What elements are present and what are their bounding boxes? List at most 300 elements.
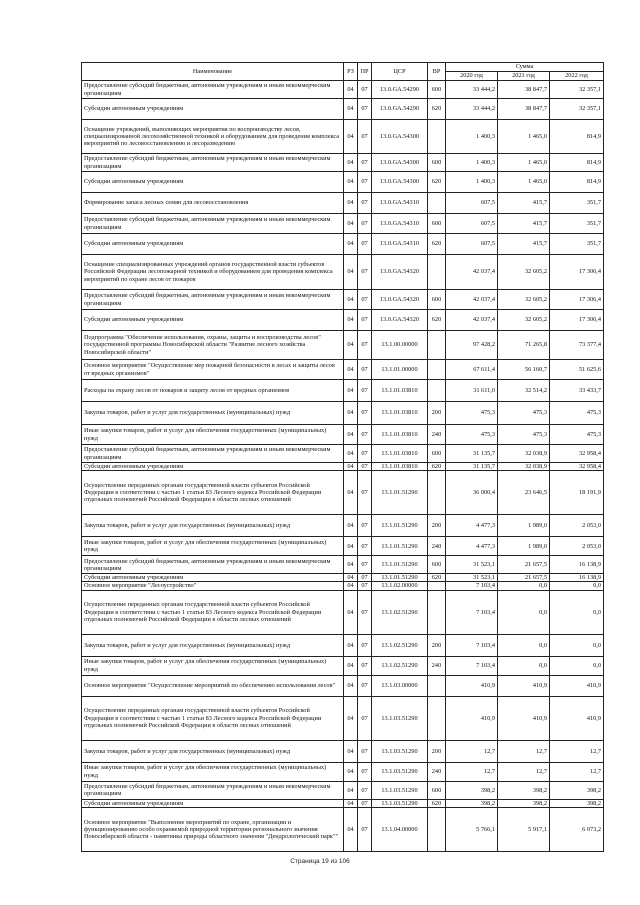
row-vr-cell: 240 [428, 537, 446, 556]
row-csr-cell: 13.1.01.03810 [372, 463, 428, 471]
table-row [82, 255, 604, 290]
table-row [82, 675, 604, 696]
row-name-cell: Осуществление переданных органам государственной власти субъектов Российской Федерации в соответствии с частью 1 статьи 83 Лесного кодекса Российской Федерации отдельных полномочий Российской Федерации в области лесных отношений [82, 696, 344, 740]
row-vr-cell [428, 360, 446, 380]
table-row [82, 590, 604, 634]
row-name-cell: Осуществление переданных органам государственной власти субъектов Российской Федерации в соответствии с частью 1 статьи 83 Лесного кодекса Российской Федерации отдельных полномочий Российской Федерации в области лесных отношений [82, 590, 344, 634]
row-vr-cell: 240 [428, 425, 446, 445]
row-pr-cell: 07 [358, 807, 372, 851]
row-rz-cell: 04 [344, 402, 358, 425]
row-rz-cell: 04 [344, 675, 358, 696]
table-row [82, 556, 604, 574]
table-row [82, 120, 604, 154]
table-row [82, 781, 604, 799]
table-row [82, 463, 604, 471]
table-row [82, 425, 604, 445]
row-pr-cell: 07 [358, 193, 372, 214]
row-rz-cell: 04 [344, 120, 358, 154]
row-rz-cell: 04 [344, 781, 358, 799]
row-pr-cell: 07 [358, 310, 372, 331]
table-row [82, 360, 604, 380]
row-csr-cell: 13.1.02.51290 [372, 634, 428, 656]
row-name-cell: Закупка товаров, работ и услуг для государственных (муниципальных) нужд [82, 634, 344, 656]
table-row [82, 290, 604, 310]
table-body [82, 81, 604, 852]
row-vr-cell: 620 [428, 310, 446, 331]
row-rz-cell: 04 [344, 590, 358, 634]
row-pr-cell: 07 [358, 172, 372, 193]
row-sum-2021-cell: 71 265,8 [498, 331, 550, 360]
col-header-2022: 2022 год [550, 72, 604, 81]
row-pr-cell: 07 [358, 255, 372, 290]
row-rz-cell: 04 [344, 582, 358, 590]
row-sum-2021-cell: 32 038,9 [498, 463, 550, 471]
row-csr-cell: 13.1.02.51290 [372, 590, 428, 634]
row-sum-2022-cell: 6 073,2 [550, 807, 604, 851]
row-name-cell: Формирование запаса лесных семян для лесовосстановления [82, 193, 344, 214]
row-name-cell: Оснащение специализированных учреждений органов государственной власти субъектов Российской Федерации лесопожарной техникой и оборудованием для проведения комплекса мероприятий по охране лесов от пожаров [82, 255, 344, 290]
row-sum-2022-cell: 814,9 [550, 172, 604, 193]
row-name-cell: Субсидии автономным учреждениям [82, 574, 344, 582]
row-sum-2022-cell: 398,2 [550, 799, 604, 807]
row-rz-cell: 04 [344, 214, 358, 234]
row-sum-2022-cell: 32 357,1 [550, 81, 604, 99]
row-csr-cell: 13.1.01.03810 [372, 402, 428, 425]
row-csr-cell: 13.1.01.51290 [372, 471, 428, 515]
row-sum-2020-cell: 7 103,4 [446, 656, 498, 675]
row-name-cell: Основное мероприятие "Лесоустройство" [82, 582, 344, 590]
row-vr-cell [428, 471, 446, 515]
table-row [82, 310, 604, 331]
row-vr-cell [428, 380, 446, 402]
row-pr-cell: 07 [358, 634, 372, 656]
row-pr-cell: 07 [358, 99, 372, 120]
row-csr-cell: 13.1.03.51290 [372, 740, 428, 762]
row-csr-cell: 13.0.GA.54310 [372, 234, 428, 255]
row-rz-cell: 04 [344, 99, 358, 120]
table-row [82, 740, 604, 762]
row-sum-2021-cell: 0,0 [498, 590, 550, 634]
row-sum-2021-cell: 32 038,9 [498, 445, 550, 463]
row-vr-cell: 600 [428, 214, 446, 234]
row-sum-2021-cell: 410,9 [498, 696, 550, 740]
row-vr-cell: 200 [428, 402, 446, 425]
row-name-cell: Предоставление субсидий бюджетным, автономным учреждениям и иным некоммерческим организациям [82, 781, 344, 799]
row-pr-cell: 07 [358, 515, 372, 537]
row-sum-2021-cell: 475,3 [498, 425, 550, 445]
row-rz-cell: 04 [344, 762, 358, 781]
row-pr-cell: 07 [358, 537, 372, 556]
row-sum-2021-cell: 0,0 [498, 656, 550, 675]
row-csr-cell: 13.0.GA.54320 [372, 310, 428, 331]
row-sum-2022-cell: 0,0 [550, 634, 604, 656]
row-csr-cell: 13.0.GA.54310 [372, 214, 428, 234]
row-name-cell: Основное мероприятие "Осуществление мер пожарной безопасности в лесах и защиты лесов от вредных организмов" [82, 360, 344, 380]
row-csr-cell: 13.1.03.00000 [372, 675, 428, 696]
table-row [82, 445, 604, 463]
row-rz-cell: 04 [344, 556, 358, 574]
row-csr-cell: 13.1.00.00000 [372, 331, 428, 360]
row-rz-cell: 04 [344, 656, 358, 675]
row-sum-2020-cell: 607,5 [446, 193, 498, 214]
row-sum-2022-cell: 814,9 [550, 154, 604, 172]
row-sum-2022-cell: 18 191,9 [550, 471, 604, 515]
row-sum-2020-cell: 1 400,3 [446, 120, 498, 154]
row-name-cell: Предоставление субсидий бюджетным, автономным учреждениям и иным некоммерческим организациям [82, 445, 344, 463]
col-header-name: Наименование [82, 63, 344, 81]
row-name-cell: Осуществление переданных органам государственной власти субъектов Российской Федерации в соответствии с частью 1 статьи 83 Лесного кодекса Российской Федерации отдельных полномочий Российской Федерации в области лесных отношений [82, 471, 344, 515]
row-name-cell: Субсидии автономным учреждениям [82, 234, 344, 255]
row-rz-cell: 04 [344, 807, 358, 851]
row-csr-cell: 13.1.03.51290 [372, 781, 428, 799]
row-csr-cell: 13.1.01.00000 [372, 360, 428, 380]
row-sum-2020-cell: 5 766,1 [446, 807, 498, 851]
table-row [82, 234, 604, 255]
row-sum-2022-cell: 398,2 [550, 781, 604, 799]
row-sum-2022-cell: 814,9 [550, 120, 604, 154]
row-name-cell: Иные закупки товаров, работ и услуг для обеспечения государственных (муниципальных) нужд [82, 762, 344, 781]
row-sum-2020-cell: 31 523,1 [446, 556, 498, 574]
table-row [82, 154, 604, 172]
row-sum-2020-cell: 67 611,4 [446, 360, 498, 380]
row-sum-2022-cell: 51 625,6 [550, 360, 604, 380]
row-pr-cell: 07 [358, 675, 372, 696]
row-sum-2022-cell: 17 306,4 [550, 255, 604, 290]
row-pr-cell: 07 [358, 425, 372, 445]
table-row [82, 537, 604, 556]
row-csr-cell: 13.1.01.51290 [372, 537, 428, 556]
row-sum-2020-cell: 410,9 [446, 675, 498, 696]
row-sum-2021-cell: 1 989,0 [498, 515, 550, 537]
row-sum-2022-cell: 0,0 [550, 656, 604, 675]
row-sum-2020-cell: 7 103,4 [446, 590, 498, 634]
table-row [82, 582, 604, 590]
budget-table [81, 62, 604, 852]
row-sum-2021-cell: 32 514,2 [498, 380, 550, 402]
row-rz-cell: 04 [344, 740, 358, 762]
row-name-cell: Расходы на охрану лесов от пожаров и защиту лесов от вредных организмов [82, 380, 344, 402]
row-sum-2021-cell: 23 646,5 [498, 471, 550, 515]
table-row [82, 799, 604, 807]
row-vr-cell: 620 [428, 463, 446, 471]
col-header-2021: 2021 год [498, 72, 550, 81]
row-name-cell: Иные закупки товаров, работ и услуг для обеспечения государственных (муниципальных) нужд [82, 537, 344, 556]
row-vr-cell [428, 193, 446, 214]
row-sum-2022-cell: 351,7 [550, 193, 604, 214]
row-sum-2021-cell: 410,9 [498, 675, 550, 696]
row-pr-cell: 07 [358, 556, 372, 574]
row-rz-cell: 04 [344, 574, 358, 582]
row-sum-2021-cell: 0,0 [498, 634, 550, 656]
row-sum-2020-cell: 33 444,2 [446, 99, 498, 120]
row-sum-2021-cell: 32 605,2 [498, 310, 550, 331]
row-name-cell: Основное мероприятие "Осуществление мероприятий по обеспечению использования лесов" [82, 675, 344, 696]
row-vr-cell [428, 120, 446, 154]
row-pr-cell: 07 [358, 234, 372, 255]
row-sum-2021-cell: 415,7 [498, 193, 550, 214]
row-name-cell: Предоставление субсидий бюджетным, автономным учреждениям и иным некоммерческим организациям [82, 154, 344, 172]
row-name-cell: Закупка товаров, работ и услуг для государственных (муниципальных) нужд [82, 402, 344, 425]
row-csr-cell: 13.0.GA.54320 [372, 255, 428, 290]
row-csr-cell: 13.1.04.00000 [372, 807, 428, 851]
row-sum-2020-cell: 4 477,3 [446, 515, 498, 537]
row-sum-2022-cell: 33 433,7 [550, 380, 604, 402]
row-csr-cell: 13.1.01.03810 [372, 380, 428, 402]
row-rz-cell: 04 [344, 360, 358, 380]
row-rz-cell: 04 [344, 445, 358, 463]
row-sum-2020-cell: 1 400,3 [446, 172, 498, 193]
row-sum-2020-cell: 7 103,4 [446, 582, 498, 590]
row-sum-2022-cell: 32 958,4 [550, 463, 604, 471]
row-sum-2020-cell: 31 523,1 [446, 574, 498, 582]
row-vr-cell: 600 [428, 81, 446, 99]
row-sum-2022-cell: 16 138,9 [550, 574, 604, 582]
row-sum-2022-cell: 410,9 [550, 696, 604, 740]
row-sum-2022-cell: 12,7 [550, 762, 604, 781]
row-rz-cell: 04 [344, 471, 358, 515]
row-csr-cell: 13.1.01.51290 [372, 574, 428, 582]
row-sum-2020-cell: 97 428,2 [446, 331, 498, 360]
row-sum-2022-cell: 351,7 [550, 234, 604, 255]
row-pr-cell: 07 [358, 154, 372, 172]
row-sum-2020-cell: 33 444,2 [446, 81, 498, 99]
row-pr-cell: 07 [358, 471, 372, 515]
row-pr-cell: 07 [358, 402, 372, 425]
row-sum-2021-cell: 38 847,7 [498, 81, 550, 99]
row-pr-cell: 07 [358, 590, 372, 634]
table-row [82, 331, 604, 360]
row-sum-2022-cell: 475,3 [550, 402, 604, 425]
row-vr-cell: 620 [428, 172, 446, 193]
row-rz-cell: 04 [344, 172, 358, 193]
row-sum-2020-cell: 42 037,4 [446, 290, 498, 310]
row-sum-2020-cell: 475,3 [446, 425, 498, 445]
row-sum-2021-cell: 415,7 [498, 234, 550, 255]
row-sum-2021-cell: 398,2 [498, 781, 550, 799]
table-row [82, 634, 604, 656]
table-row [82, 515, 604, 537]
row-sum-2022-cell: 32 357,1 [550, 99, 604, 120]
row-vr-cell: 200 [428, 515, 446, 537]
row-sum-2022-cell: 410,9 [550, 675, 604, 696]
row-sum-2021-cell: 56 160,7 [498, 360, 550, 380]
row-csr-cell: 13.1.01.51290 [372, 515, 428, 537]
row-csr-cell: 13.0.GA.54290 [372, 81, 428, 99]
table-row [82, 696, 604, 740]
row-csr-cell: 13.1.02.51290 [372, 656, 428, 675]
row-sum-2020-cell: 42 037,4 [446, 310, 498, 331]
row-sum-2020-cell: 475,3 [446, 402, 498, 425]
row-rz-cell: 04 [344, 380, 358, 402]
row-sum-2022-cell: 2 053,0 [550, 515, 604, 537]
row-sum-2021-cell: 1 465,0 [498, 120, 550, 154]
row-pr-cell: 07 [358, 463, 372, 471]
row-sum-2021-cell: 21 657,5 [498, 556, 550, 574]
row-pr-cell: 07 [358, 120, 372, 154]
page-number: Страница 19 из 106 [290, 858, 350, 865]
row-rz-cell: 04 [344, 81, 358, 99]
row-rz-cell: 04 [344, 255, 358, 290]
row-vr-cell: 200 [428, 634, 446, 656]
row-sum-2022-cell: 17 306,4 [550, 310, 604, 331]
row-name-cell: Субсидии автономным учреждениям [82, 310, 344, 331]
row-csr-cell: 13.1.02.00000 [372, 582, 428, 590]
row-pr-cell: 07 [358, 799, 372, 807]
row-sum-2020-cell: 398,2 [446, 781, 498, 799]
row-pr-cell: 07 [358, 740, 372, 762]
table-row [82, 81, 604, 99]
row-name-cell: Закупка товаров, работ и услуг для государственных (муниципальных) нужд [82, 515, 344, 537]
row-csr-cell: 13.0.GA.54300 [372, 172, 428, 193]
row-sum-2020-cell: 1 400,3 [446, 154, 498, 172]
row-sum-2021-cell: 1 465,0 [498, 172, 550, 193]
row-sum-2021-cell: 32 605,2 [498, 255, 550, 290]
row-pr-cell: 07 [358, 656, 372, 675]
row-sum-2020-cell: 31 135,7 [446, 463, 498, 471]
row-pr-cell: 07 [358, 696, 372, 740]
row-csr-cell: 13.0.GA.54290 [372, 99, 428, 120]
row-sum-2021-cell: 1 989,0 [498, 537, 550, 556]
table-row [82, 193, 604, 214]
row-sum-2020-cell: 607,5 [446, 234, 498, 255]
col-header-rz: РЗ [344, 63, 358, 81]
row-name-cell: Оснащение учреждений, выполняющих мероприятия по воспроизводству лесов, специализированной лесохозяйственной техникой и оборудованием для проведения комплекса мероприятий по лесовосстановлению и лесоразведению [82, 120, 344, 154]
row-vr-cell [428, 255, 446, 290]
row-name-cell: Субсидии автономным учреждениям [82, 463, 344, 471]
row-pr-cell: 07 [358, 290, 372, 310]
row-name-cell: Предоставление субсидий бюджетным, автономным учреждениям и иным некоммерческим организациям [82, 81, 344, 99]
row-pr-cell: 07 [358, 574, 372, 582]
row-vr-cell: 620 [428, 99, 446, 120]
row-name-cell: Субсидии автономным учреждениям [82, 99, 344, 120]
row-sum-2021-cell: 398,2 [498, 799, 550, 807]
table-row [82, 807, 604, 851]
row-sum-2021-cell: 38 847,7 [498, 99, 550, 120]
table-row [82, 214, 604, 234]
row-pr-cell: 07 [358, 445, 372, 463]
row-name-cell: Предоставление субсидий бюджетным, автономным учреждениям и иным некоммерческим организациям [82, 290, 344, 310]
row-name-cell: Субсидии автономным учреждениям [82, 172, 344, 193]
row-vr-cell [428, 675, 446, 696]
col-header-csr: ЦСР [372, 63, 428, 81]
row-sum-2022-cell: 73 377,4 [550, 331, 604, 360]
row-sum-2020-cell: 31 135,7 [446, 445, 498, 463]
row-sum-2021-cell: 475,3 [498, 402, 550, 425]
row-csr-cell: 13.0.GA.54320 [372, 290, 428, 310]
row-csr-cell: 13.1.03.51290 [372, 799, 428, 807]
row-csr-cell: 13.1.01.51290 [372, 556, 428, 574]
row-vr-cell [428, 582, 446, 590]
row-sum-2022-cell: 475,3 [550, 425, 604, 445]
col-header-2020: 2020 год [446, 72, 498, 81]
table-row [82, 762, 604, 781]
row-sum-2020-cell: 398,2 [446, 799, 498, 807]
table-row [82, 574, 604, 582]
row-pr-cell: 07 [358, 762, 372, 781]
row-vr-cell: 620 [428, 574, 446, 582]
row-name-cell: Предоставление субсидий бюджетным, автономным учреждениям и иным некоммерческим организациям [82, 214, 344, 234]
row-vr-cell [428, 807, 446, 851]
row-rz-cell: 04 [344, 799, 358, 807]
budget-table-container [81, 62, 603, 852]
row-sum-2020-cell: 7 103,4 [446, 634, 498, 656]
row-sum-2022-cell: 2 053,0 [550, 537, 604, 556]
row-pr-cell: 07 [358, 331, 372, 360]
row-csr-cell: 13.1.03.51290 [372, 762, 428, 781]
row-vr-cell: 600 [428, 781, 446, 799]
row-sum-2022-cell: 12,7 [550, 740, 604, 762]
row-sum-2020-cell: 12,7 [446, 762, 498, 781]
row-sum-2022-cell: 17 306,4 [550, 290, 604, 310]
row-name-cell: Предоставление субсидий бюджетным, автономным учреждениям и иным некоммерческим организациям [82, 556, 344, 574]
row-rz-cell: 04 [344, 331, 358, 360]
row-csr-cell: 13.0.GA.54300 [372, 154, 428, 172]
row-sum-2020-cell: 4 477,3 [446, 537, 498, 556]
row-vr-cell: 240 [428, 656, 446, 675]
table-row [82, 471, 604, 515]
table-row [82, 656, 604, 675]
row-rz-cell: 04 [344, 634, 358, 656]
row-rz-cell: 04 [344, 290, 358, 310]
row-name-cell: Закупка товаров, работ и услуг для государственных (муниципальных) нужд [82, 740, 344, 762]
row-pr-cell: 07 [358, 360, 372, 380]
row-rz-cell: 04 [344, 193, 358, 214]
row-vr-cell: 600 [428, 445, 446, 463]
row-sum-2021-cell: 21 657,5 [498, 574, 550, 582]
row-rz-cell: 04 [344, 154, 358, 172]
row-sum-2020-cell: 31 611,0 [446, 380, 498, 402]
row-sum-2022-cell: 0,0 [550, 590, 604, 634]
row-sum-2021-cell: 12,7 [498, 762, 550, 781]
row-sum-2022-cell: 351,7 [550, 214, 604, 234]
row-pr-cell: 07 [358, 214, 372, 234]
row-vr-cell: 600 [428, 290, 446, 310]
row-sum-2021-cell: 1 465,0 [498, 154, 550, 172]
table-row [82, 402, 604, 425]
col-header-pr: ПР [358, 63, 372, 81]
row-name-cell: Иные закупки товаров, работ и услуг для обеспечения государственных (муниципальных) нужд [82, 656, 344, 675]
col-header-sum: Сумма [446, 63, 604, 72]
row-sum-2020-cell: 12,7 [446, 740, 498, 762]
row-rz-cell: 04 [344, 537, 358, 556]
row-vr-cell [428, 696, 446, 740]
table-row [82, 172, 604, 193]
row-name-cell: Иные закупки товаров, работ и услуг для обеспечения государственных (муниципальных) нужд [82, 425, 344, 445]
row-name-cell: Подпрограмма "Обеспечение использования, охраны, защиты и воспроизводства лесов" государственной программы Новосибирской области "Развитие лесного хозяйства Новосибирской области" [82, 331, 344, 360]
table-row [82, 380, 604, 402]
table-header [82, 63, 604, 81]
table-row [82, 99, 604, 120]
row-sum-2022-cell: 0,0 [550, 582, 604, 590]
row-rz-cell: 04 [344, 463, 358, 471]
row-sum-2021-cell: 0,0 [498, 582, 550, 590]
row-rz-cell: 04 [344, 425, 358, 445]
row-vr-cell [428, 331, 446, 360]
row-vr-cell: 600 [428, 154, 446, 172]
row-sum-2021-cell: 32 605,2 [498, 290, 550, 310]
row-vr-cell: 620 [428, 799, 446, 807]
row-sum-2022-cell: 32 958,4 [550, 445, 604, 463]
row-rz-cell: 04 [344, 696, 358, 740]
row-csr-cell: 13.1.01.03810 [372, 445, 428, 463]
row-vr-cell: 200 [428, 740, 446, 762]
row-pr-cell: 07 [358, 781, 372, 799]
row-name-cell: Субсидии автономным учреждениям [82, 799, 344, 807]
row-sum-2020-cell: 410,9 [446, 696, 498, 740]
row-sum-2020-cell: 42 037,4 [446, 255, 498, 290]
col-header-vr: ВР [428, 63, 446, 81]
row-sum-2020-cell: 607,5 [446, 214, 498, 234]
